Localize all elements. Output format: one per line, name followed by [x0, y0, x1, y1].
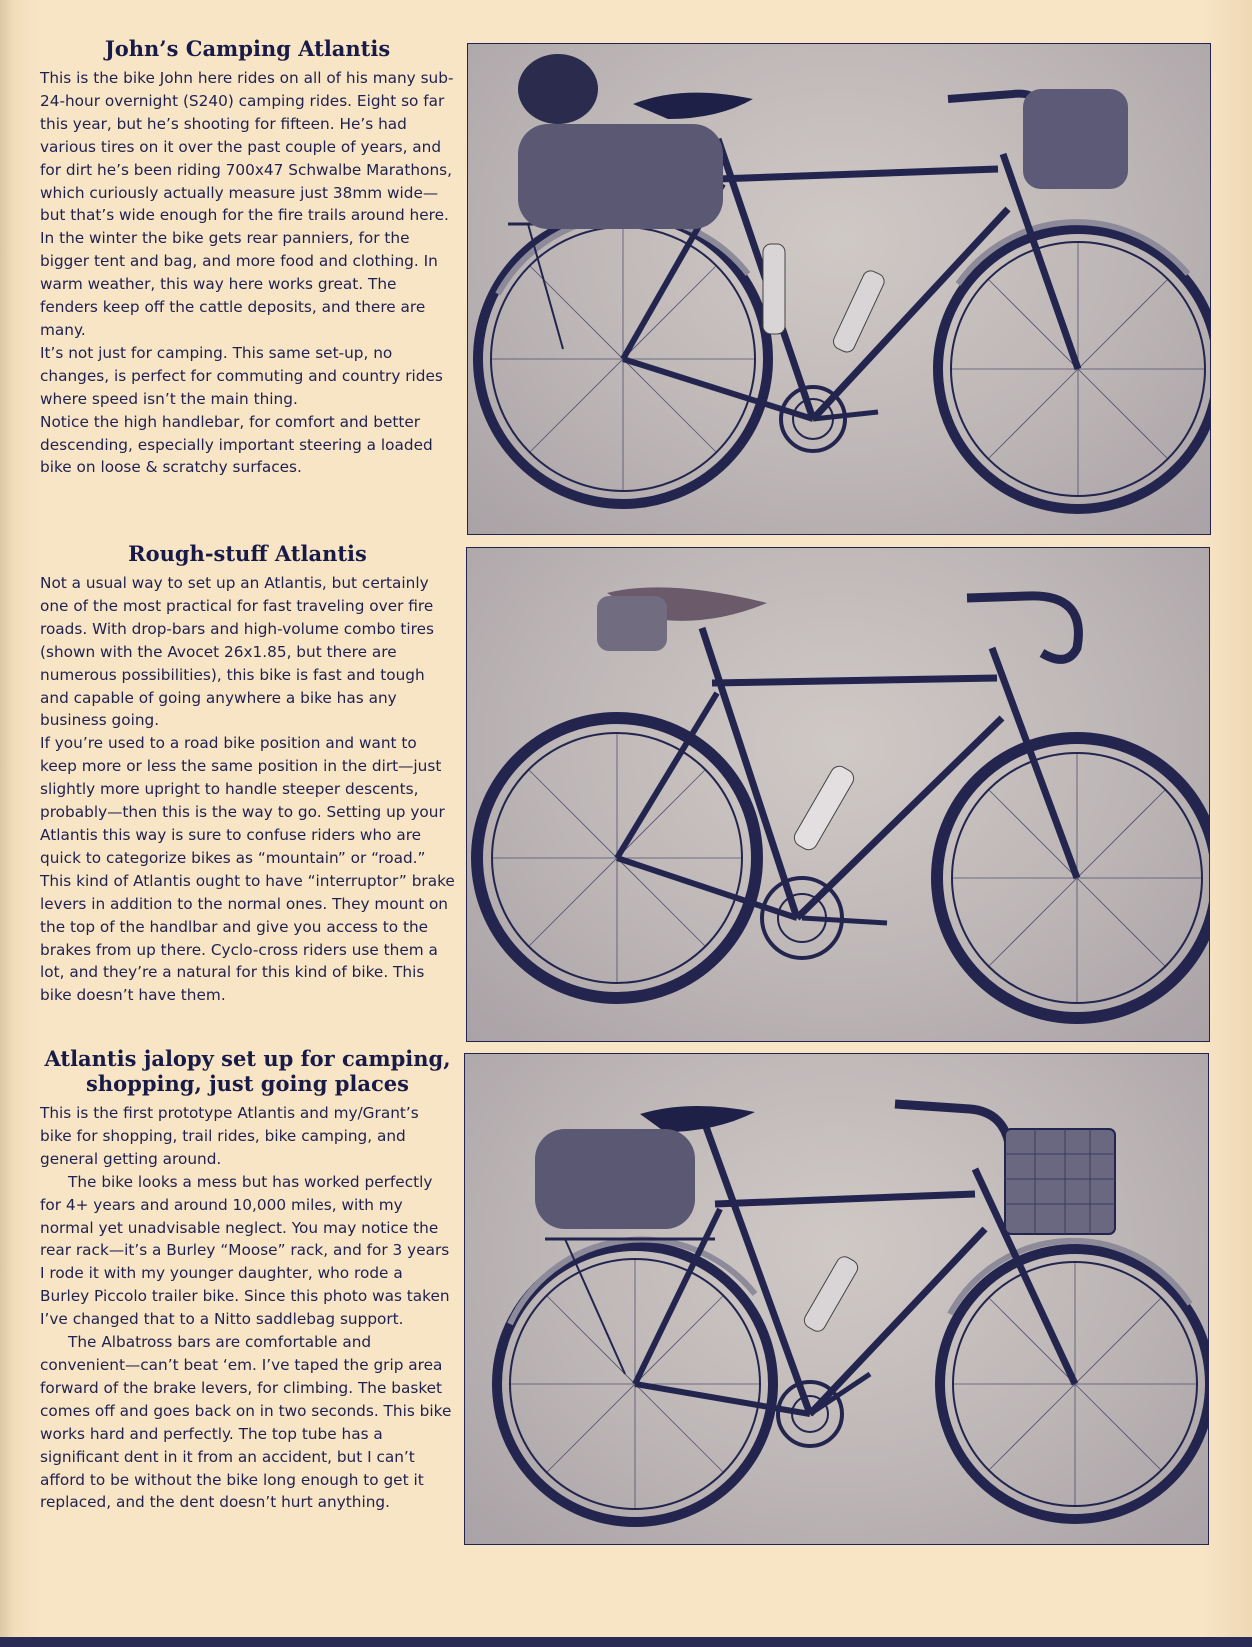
section-title-jalopy: Atlantis jalopy set up for camping, shopping, just going places — [44, 1046, 451, 1096]
paragraph: Notice the high handlebar, for comfort and better descending, especially important steering a loaded bike on loose & scratchy surfaces. — [40, 412, 433, 477]
photo-camping-bike — [467, 43, 1211, 535]
paragraph: The Albatross bars are comfortable and convenient—can’t beat ‘em. I’ve taped the grip area forward of the brake levers, for climbing. The basket comes off and goes back on in two seconds. This bike works hard and perfectly. The top tube has a significant dent in it from an accident, but I can’t afford to be without the bike long enough to get it replaced, and the dent doesn’t hurt anything. — [40, 1333, 452, 1512]
section-camping-text — [40, 36, 455, 479]
paragraph: In the winter the bike gets rear panniers, for the bigger tent and bag, and more food and clothing. In warm weather, this way here works great. The fenders keep off the cattle deposits, and there are many. — [40, 229, 438, 339]
paragraph: This is the first prototype Atlantis and my/Grant’s bike for shopping, trail rides, bike camping, and general getting around. — [40, 1104, 419, 1168]
jalopy-bike-illustration — [465, 1054, 1208, 1544]
handlebar-bag — [1023, 89, 1128, 189]
paragraph: It’s not just for camping. This same set-up, no changes, is perfect for commuting and country rides where speed isn’t the main thing. — [40, 343, 443, 408]
saddle — [640, 1106, 755, 1132]
section-title-camping: John’s Camping Atlantis — [104, 36, 391, 61]
section-body-roughstuff — [40, 572, 455, 1007]
section-body-camping — [40, 67, 455, 479]
paragraph: If you’re used to a road bike position and want to keep more or less the same position in the dirt—just slightly more upright to handle steeper descents, probably—then this is the way to go. Setting up your Atlantis this way is sure to confuse riders who are quick to categorize bikes as “mountain” or “road.” — [40, 734, 445, 867]
page-bottom-edge — [0, 1637, 1252, 1647]
camping-bike-illustration — [468, 44, 1210, 534]
section-roughstuff-text — [40, 541, 455, 1007]
roughstuff-bike-illustration — [467, 548, 1209, 1041]
section-jalopy-text — [40, 1046, 455, 1514]
front-basket — [1005, 1129, 1115, 1234]
saddlebag — [535, 1129, 695, 1229]
photo-roughstuff-bike — [466, 547, 1210, 1042]
photo-jalopy-bike — [464, 1053, 1209, 1545]
section-body-jalopy — [40, 1102, 455, 1514]
paragraph: The bike looks a mess but has worked perfectly for 4+ years and around 10,000 miles, with my normal yet unadvisable neglect. You may notice the rear rack—it’s a Burley “Moose” rack, and for 3 years I rode it with my younger daughter, who rode a Burley Piccolo trailer bike. Since this photo was taken I’ve changed that to a Nitto saddlebag support. — [40, 1172, 450, 1329]
paragraph: This is the bike John here rides on all of his many sub-24-hour overnight (S240) camping rides. Eight so far this year, but he’s shooting for fifteen. He’s had various tires on it over the past couple of years, and for dirt he’s been riding 700x47 Schwalbe Marathons, which curiously actually measure just 38mm wide—but that’s wide enough for the fire trails around here. — [40, 69, 454, 225]
saddlebag — [597, 596, 667, 651]
paragraph: Not a usual way to set up an Atlantis, but certainly one of the most practical for fast traveling over fire roads. With drop-bars and high-volume combo tires (shown with the Avocet 26x1.85, but there are numerous possibilities), this bike is fast and tough and capable of going anywhere a bike has any business going. — [40, 574, 434, 730]
saddlebag — [518, 124, 723, 229]
section-title-roughstuff: Rough-stuff Atlantis — [128, 541, 367, 566]
saddle — [633, 93, 753, 119]
tire-roll — [518, 54, 598, 124]
paragraph: This kind of Atlantis ought to have “interruptor” brake levers in addition to the normal ones. They mount on the top of the handlbar and give you access to the brakes from up there. Cyclo-cross riders use them a lot, and they’re a natural for this kind of bike. This bike doesn’t have them. — [40, 871, 455, 1005]
